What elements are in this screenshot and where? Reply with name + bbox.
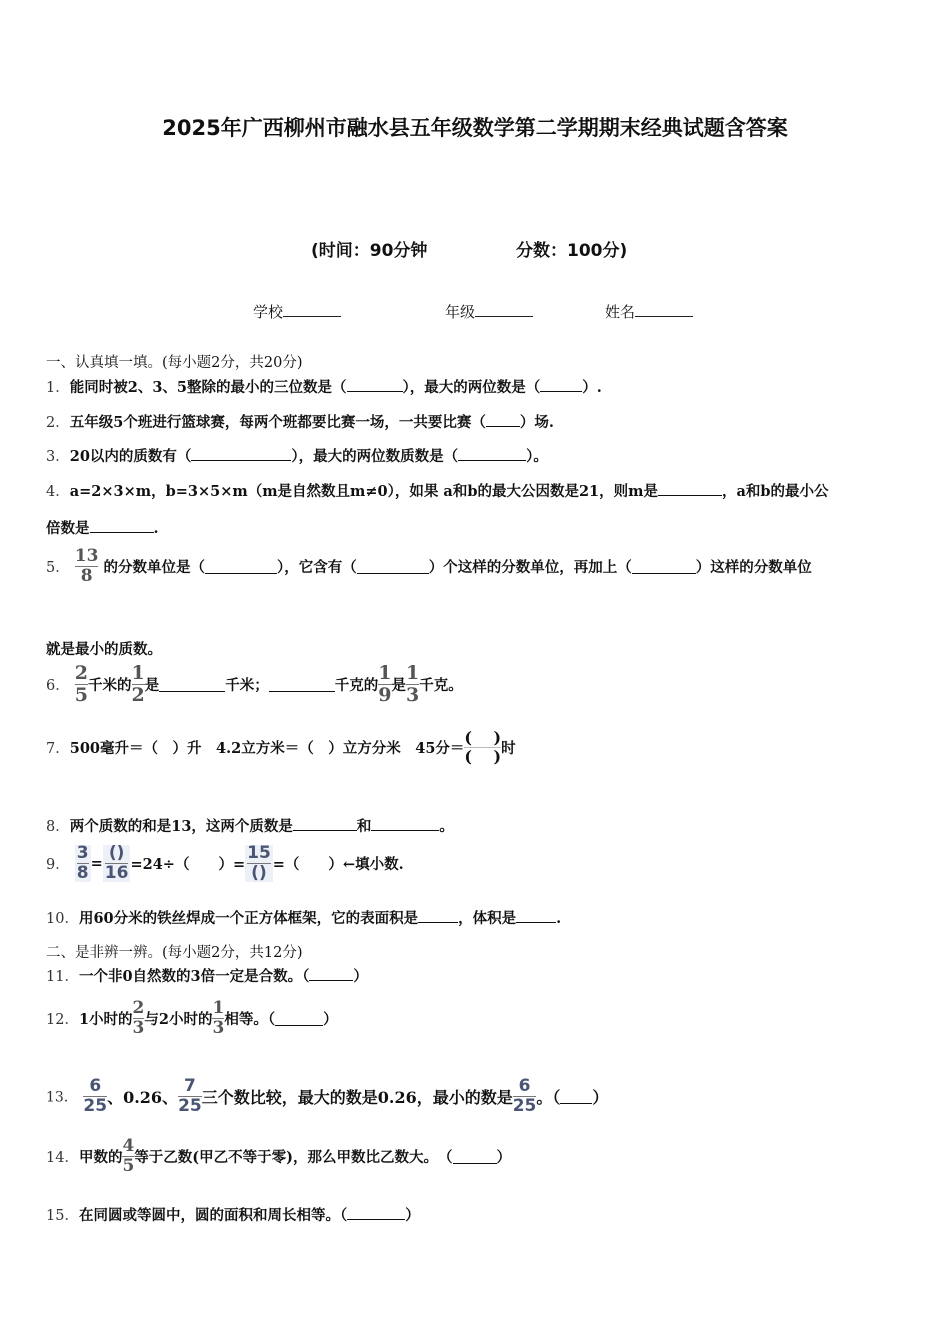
answer-blank[interactable]: [458, 446, 526, 461]
answer-blank[interactable]: [540, 377, 582, 392]
exam-score: 分数：100分): [516, 241, 628, 261]
answer-blank[interactable]: [347, 1205, 405, 1220]
fraction: $\frac{1}{3}$: [406, 662, 420, 706]
answer-blank[interactable]: [293, 816, 357, 831]
fraction: $\frac{1}{2}$: [131, 662, 145, 706]
document-title: 2025年广西柳州市融水县五年级数学第二学期期末经典试题含答案: [162, 116, 788, 140]
fraction: $\frac{6}{25}$: [83, 1076, 108, 1116]
question-15: 15．在同圆或等圆中，圆的面积和周长相等。（ ）: [46, 1207, 420, 1224]
question-13: 13． $\frac{6}{25}$ 、0.26、 $\frac{7}{25}$ 三个数比较，最大的数是0.26，最小的数是 $\frac{6}{25}$ 。（ ）: [46, 1076, 609, 1116]
fraction: $\frac{2}{3}$: [132, 998, 145, 1038]
answer-blank[interactable]: [658, 481, 722, 496]
fraction: $\frac{6}{25}$: [512, 1076, 537, 1116]
question-3: 3．20以内的质数有（ ），最大的两位数质数是（ ）。: [46, 448, 548, 465]
fraction: $\frac{()}{16}$: [104, 843, 129, 883]
school-field: [253, 301, 341, 322]
answer-blank[interactable]: [453, 1149, 497, 1164]
question-9: 9． $\frac{3}{8}$ = $\frac{()}{16}$ =24÷（ ）= $\frac{15}{()}$ =（ ）←填小数.: [46, 843, 404, 883]
fraction: $\frac{2}{5}$: [74, 662, 89, 706]
answer-blank[interactable]: [632, 559, 696, 574]
question-8: 8．两个质数的和是13，这两个质数是 和 。: [46, 818, 454, 835]
answer-blank[interactable]: [516, 908, 556, 923]
answer-blank[interactable]: [275, 1011, 323, 1026]
school-blank[interactable]: [283, 301, 341, 317]
question-4-cont: 倍数是 .: [46, 520, 159, 537]
name-label: 姓名: [605, 303, 636, 321]
name-blank[interactable]: [635, 301, 693, 317]
question-12: 12．1小时的 $\frac{2}{3}$ 与2小时的 $\frac{1}{3}$ 相等。（ ）: [46, 998, 338, 1038]
fraction: $\frac{3}{8}$: [76, 843, 89, 883]
fraction: $\frac{7}{25}$: [178, 1076, 202, 1116]
fraction: $\frac{1}{3}$: [212, 998, 225, 1038]
question-6: 6． $\frac{2}{5}$ 千米的 $\frac{1}{2}$ 是 千米； 千克的 $\frac{1}{9}$ 是 $\frac{1}{3}$ 千克。: [46, 662, 463, 706]
grade-field: [445, 301, 533, 322]
answer-blank[interactable]: [357, 559, 429, 574]
answer-blank[interactable]: [560, 1089, 592, 1104]
answer-blank[interactable]: [371, 816, 439, 831]
question-4: 4．a=2×3×m，b=3×5×m（m是自然数且m≠0），如果 a和b的最大公因数是21，则m是 ，a和b的最小公: [46, 483, 829, 500]
answer-blank[interactable]: [418, 908, 458, 923]
section1-heading: 一、认真填一填。(每小题2分，共20分): [46, 355, 303, 371]
answer-blank[interactable]: [309, 966, 353, 981]
fraction: $\frac{15}{()}$: [247, 843, 271, 883]
answer-blank[interactable]: [347, 377, 403, 392]
answer-blank[interactable]: [191, 446, 291, 461]
answer-blank[interactable]: [486, 412, 520, 427]
section2-heading: 二、是非辨一辨。(每小题2分，共12分): [46, 945, 303, 961]
question-5-cont: 就是最小的质数。: [46, 641, 162, 658]
answer-blank[interactable]: [205, 559, 277, 574]
fraction: $\frac{4}{5}$: [122, 1136, 135, 1176]
question-10: 10．用60分米的铁丝焊成一个正方体框架，它的表面积是 ，体积是 .: [46, 910, 562, 927]
grade-label: 年级: [445, 303, 476, 321]
fraction: $\frac{13}{8}$: [74, 546, 99, 586]
school-label: 学校: [253, 303, 284, 321]
question-11: 11．一个非0自然数的3倍一定是合数。（ ）: [46, 968, 368, 985]
question-7: 7．500毫升＝（ ）升 4.2立方米＝（ ）立方分米 45分＝ $\frac{( )}{( )}$ 时: [46, 728, 516, 766]
exam-time: (时间：90分钟: [311, 241, 428, 261]
answer-blank[interactable]: [269, 677, 335, 692]
fraction: $\frac{1}{9}$: [378, 662, 392, 706]
grade-blank[interactable]: [475, 301, 533, 317]
answer-blank[interactable]: [159, 677, 225, 692]
name-field: [605, 301, 693, 322]
question-14: 14．甲数的 $\frac{4}{5}$ 等于乙数(甲乙不等于零)，那么甲数比乙数大。 （ ）: [46, 1136, 512, 1176]
question-1: 1．能同时被2、3、5整除的最小的三位数是（ ），最大的两位数是（ ）.: [46, 379, 602, 396]
answer-blank[interactable]: [90, 518, 154, 533]
fraction-blank[interactable]: $\frac{( )}{( )}$: [464, 728, 502, 766]
question-2: 2．五年级5个班进行篮球赛，每两个班都要比赛一场，一共要比赛（ ）场.: [46, 414, 554, 431]
question-5: 5． $\frac{13}{8}$ 的分数单位是（ ），它含有（ ）个这样的分数单位，再加上（ ）这样的分数单位: [46, 546, 812, 586]
